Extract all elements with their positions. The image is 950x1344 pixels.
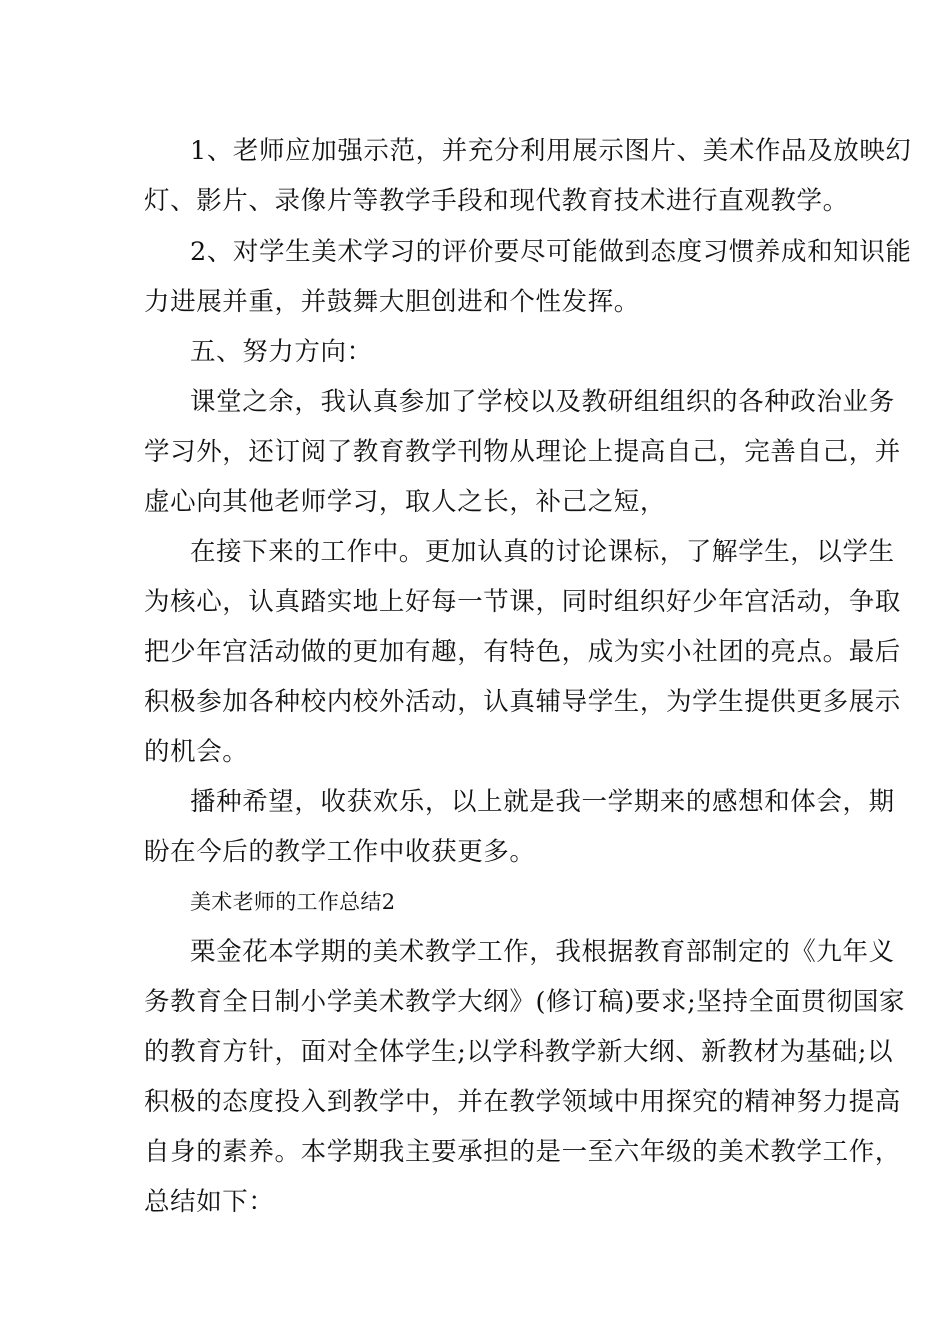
paragraph-line: 在接下来的工作中。更加认真的讨论课标，了解学生，以学生 — [190, 537, 895, 567]
paragraph-line: 力进展并重，并鼓舞大胆创进和个性发挥。 — [144, 287, 640, 317]
paragraph-line: 课堂之余，我认真参加了学校以及教研组组织的各种政治业务 — [190, 387, 895, 417]
paragraph-line: 务教育全日制小学美术教学大纲》(修订稿)要求;坚持全面贯彻国家 — [144, 987, 906, 1017]
paragraph-line: 积极参加各种校内校外活动，认真辅导学生，为学生提供更多展示 — [144, 687, 901, 717]
paragraph-line: 播种希望，收获欢乐，以上就是我一学期来的感想和体会，期 — [190, 787, 895, 817]
paragraph-line: 栗金花本学期的美术教学工作，我根据教育部制定的《九年义 — [190, 937, 895, 967]
paragraph-line: 把少年宫活动做的更加有趣，有特色，成为实小社团的亮点。最后 — [144, 637, 901, 667]
paragraph-line: 积极的态度投入到教学中，并在教学领域中用探究的精神努力提高 — [144, 1087, 901, 1117]
paragraph-line: 的教育方针，面对全体学生;以学科教学新大纲、新教材为基础;以 — [144, 1037, 894, 1067]
paragraph-line: 为核心，认真踏实地上好每一节课，同时组织好少年宫活动，争取 — [144, 587, 901, 617]
document-subtitle: 美术老师的工作总结2 — [190, 890, 396, 914]
paragraph-line: 学习外，还订阅了教育教学刊物从理论上提高自己，完善自己，并 — [144, 437, 901, 467]
paragraph-line: 2、对学生美术学习的评价要尽可能做到态度习惯养成和知识能 — [190, 237, 912, 267]
paragraph-line: 1、老师应加强示范，并充分利用展示图片、美术作品及放映幻 — [190, 136, 912, 166]
paragraph-line: 的机会。 — [144, 737, 249, 767]
paragraph-line: 总结如下： — [144, 1187, 275, 1217]
paragraph-line: 自身的素养。本学期我主要承担的是一至六年级的美术教学工作， — [144, 1137, 901, 1167]
paragraph-line: 虚心向其他老师学习，取人之长，补己之短， — [144, 487, 667, 517]
paragraph-line: 灯、影片、录像片等教学手段和现代教育技术进行直观教学。 — [144, 186, 849, 216]
section-heading: 五、努力方向： — [190, 337, 373, 367]
paragraph-line: 盼在今后的教学工作中收获更多。 — [144, 837, 536, 867]
